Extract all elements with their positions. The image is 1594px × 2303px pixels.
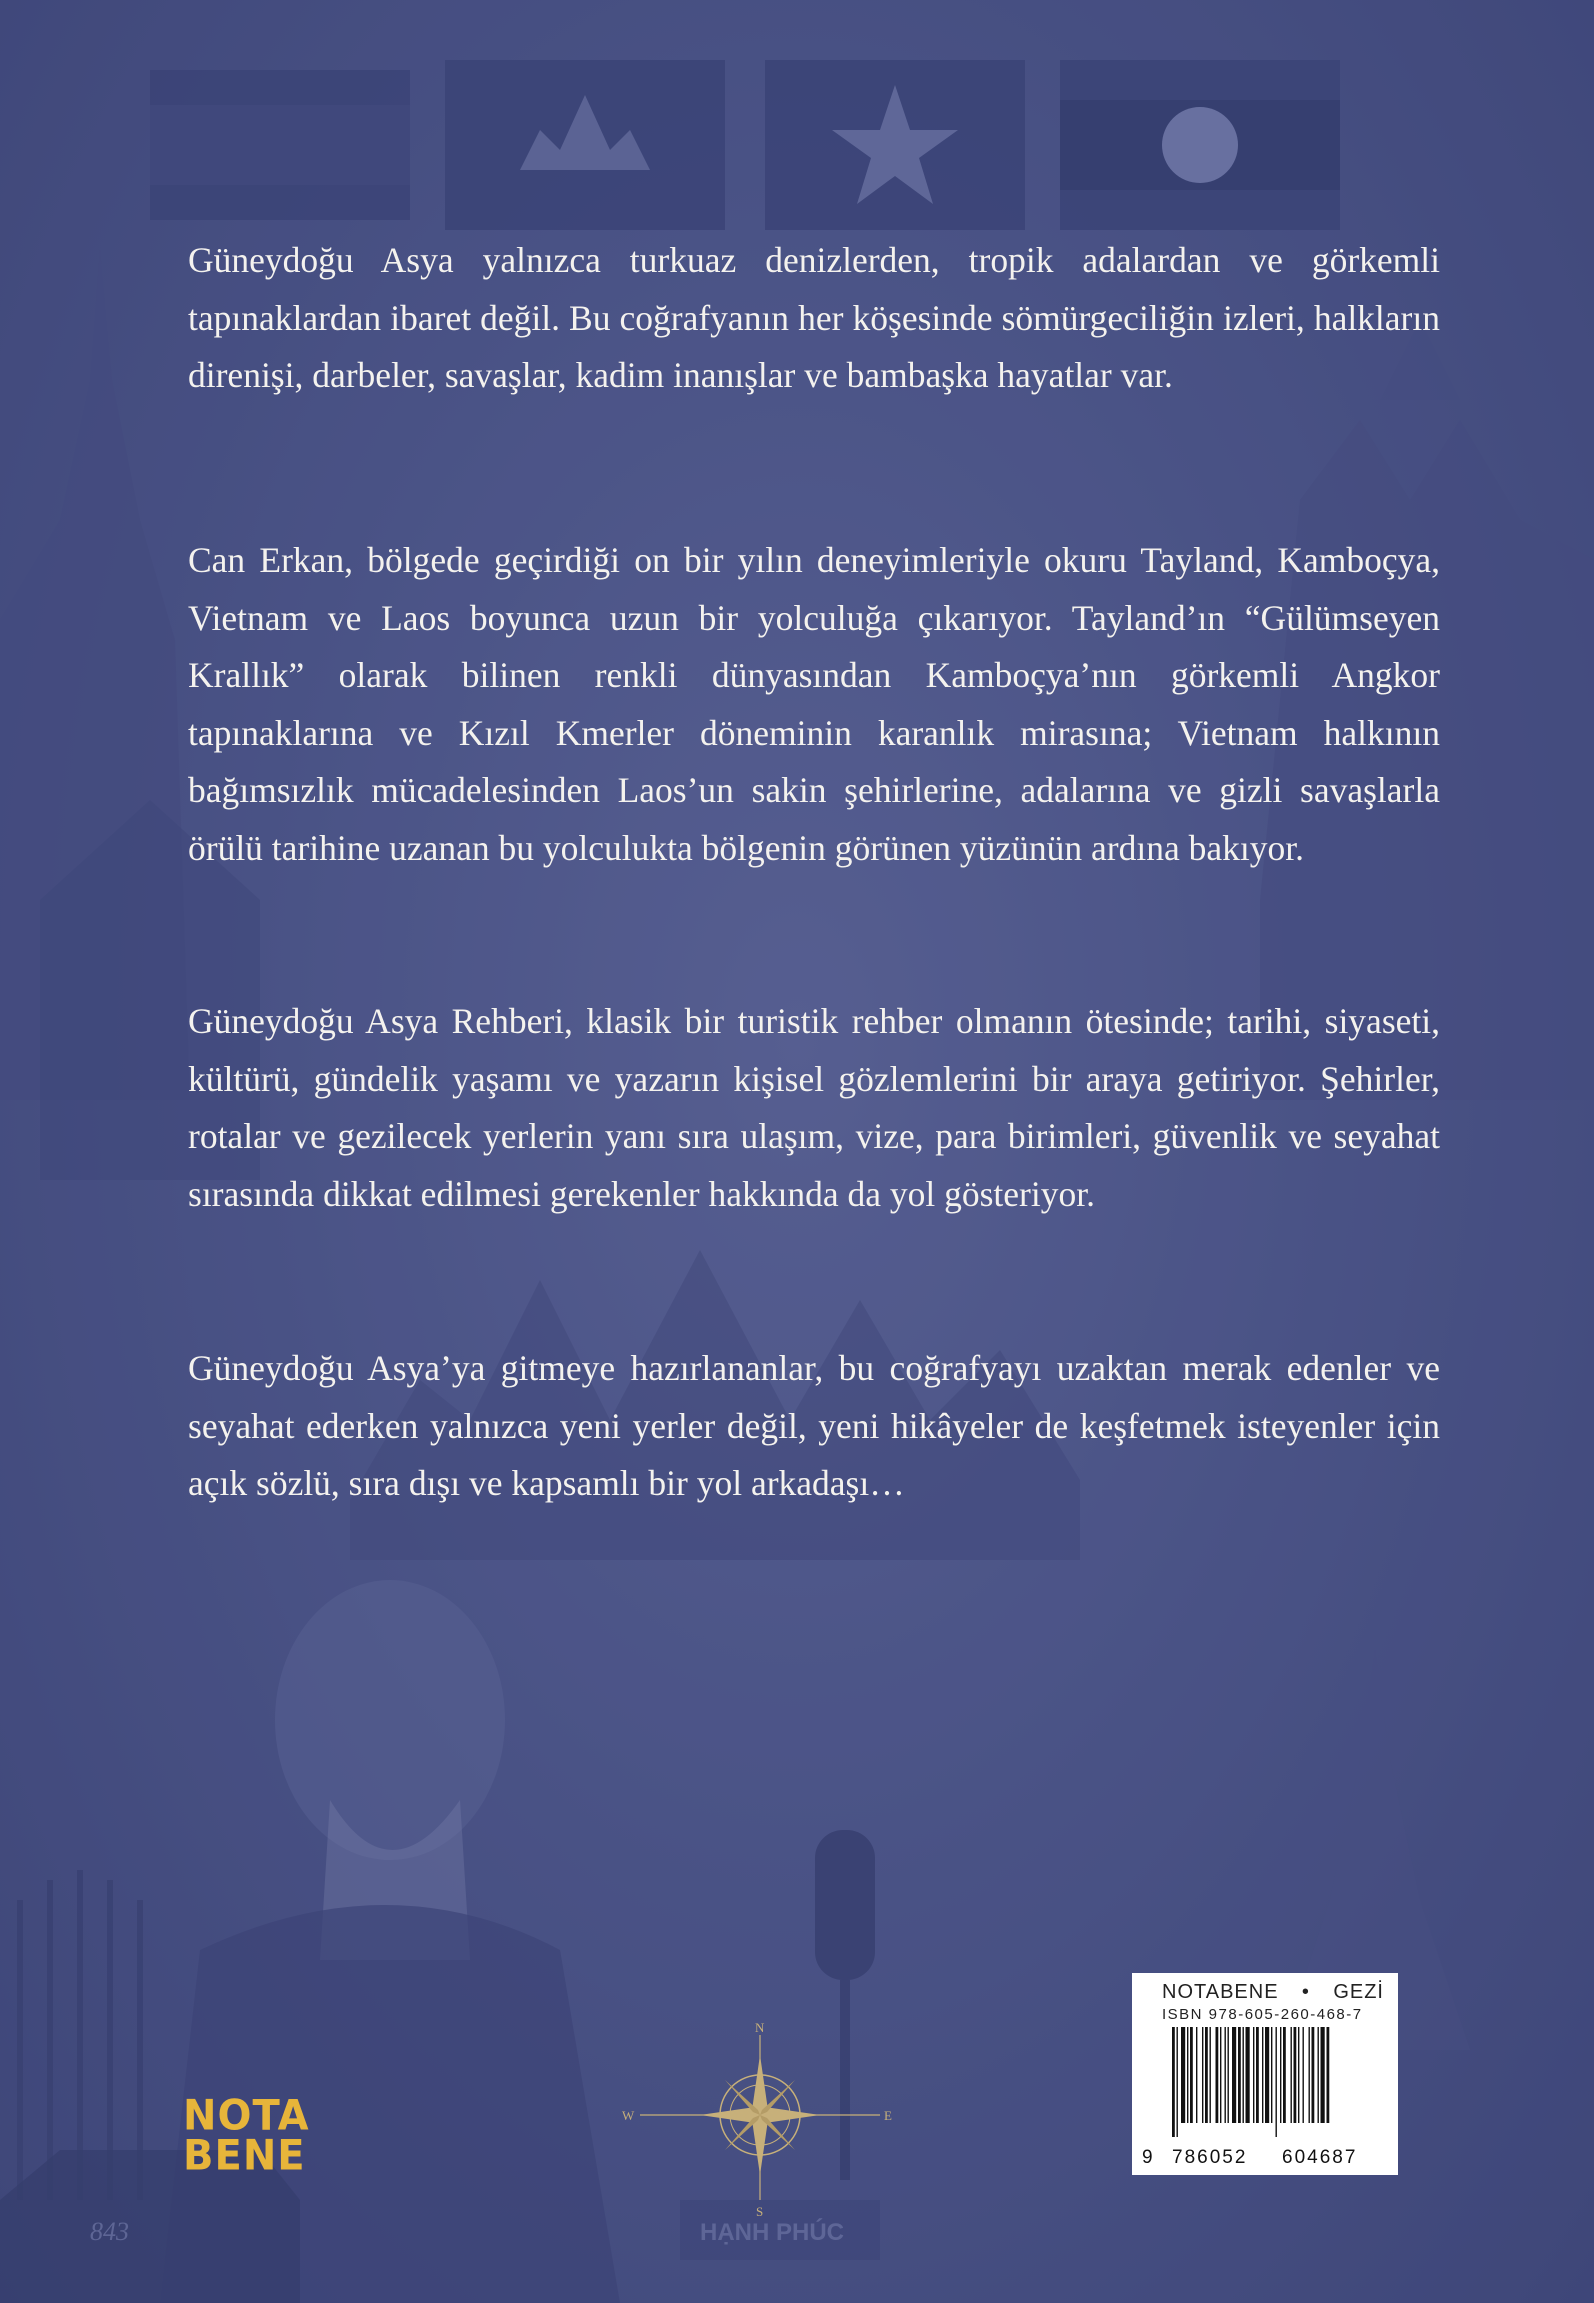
barcode-bar bbox=[1294, 2027, 1297, 2123]
blurb-paragraph-1: Güneydoğu Asya yalnızca turkuaz denizlerden, tropik adalardan ve görkemli tapınaklardan ibaret değil. Bu coğrafyanın her köşesinde sömürgeciliğin izleri, halkların direnişi, darbeler, savaşlar, kadim inanışlar ve bambaşka hayatlar var. bbox=[188, 240, 1440, 395]
banner-text: HẠNH PHÚC bbox=[700, 2219, 844, 2246]
barcode-digits-right: 604687 bbox=[1282, 2147, 1358, 2168]
barcode-box bbox=[1132, 1973, 1398, 2175]
compass-west-label: W bbox=[622, 2108, 635, 2123]
tank-number: 843 bbox=[90, 2217, 129, 2246]
barcode-bar bbox=[1321, 2027, 1325, 2123]
barcode-bar bbox=[1196, 2027, 1197, 2123]
isbn-text: ISBN 978-605-260-468-7 bbox=[1162, 2006, 1363, 2023]
barcode-bar bbox=[1243, 2027, 1244, 2123]
blurb-paragraph-2: Can Erkan, bölgede geçirdiği on bir yılın deneyimleriyle okuru Tayland, Kamboçya, Vietnam ve Laos boyunca uzun bir yolculuğa çıkarıyor. Tayland’ın “Gülümseyen Krallık” olarak bilinen renkli dünyasından Kamboçya’nın görkemli Angkor tapınaklarına ve Kızıl Kmerler döneminin karanlık mirasına; Vietnam halkının bağımsızlık mücadelesinden Laos’un sakin şehirlerine, adalarına ve gizli savaşlarla örülü tarihine uzanan bu yolculukta bölgenin görünen yüzünün ardına bakıyor. bbox=[188, 540, 1440, 868]
barcode-bar bbox=[1276, 2027, 1277, 2137]
barcode-bar bbox=[1181, 2027, 1185, 2123]
barcode-bar bbox=[1271, 2027, 1272, 2123]
barcode-digit-first: 9 bbox=[1142, 2147, 1153, 2168]
barcode-bullet: • bbox=[1301, 1981, 1310, 2003]
publisher-logo-line2: BENE bbox=[183, 2131, 306, 2180]
barcode-bar bbox=[1303, 2027, 1304, 2123]
barcode-bar bbox=[1232, 2027, 1236, 2123]
barcode-header bbox=[1162, 1981, 1388, 2004]
publisher-logo bbox=[183, 2091, 310, 2180]
compass-north-label: N bbox=[755, 2020, 765, 2035]
barcode-bar bbox=[1172, 2027, 1175, 2137]
barcode-bar bbox=[1220, 2027, 1221, 2123]
barcode-bar bbox=[1253, 2027, 1254, 2123]
barcode-bar bbox=[1225, 2027, 1226, 2123]
barcode-bar bbox=[1318, 2027, 1319, 2123]
barcode-bar bbox=[1291, 2027, 1292, 2123]
barcode-bar bbox=[1262, 2027, 1263, 2123]
barcode-bar bbox=[1246, 2027, 1250, 2123]
barcode-bar bbox=[1228, 2027, 1229, 2123]
blurb-paragraph-3: Güneydoğu Asya Rehberi, klasik bir turistik rehber olmanın ötesinde; tarihi, siyaseti, kültürü, gündelik yaşamı ve yazarın kişisel gözlemlerini bir araya getiriyor. Şehirler, rotalar ve gezilecek yerlerin yanı sıra ulaşım, vize, para birimleri, güvenlik ve seyahat sırasında dikkat edilmesi gerekenler hakkında da yol gösteriyor. bbox=[188, 1001, 1440, 1214]
barcode-bar bbox=[1216, 2027, 1219, 2123]
barcode-digits-left: 786052 bbox=[1172, 2147, 1248, 2168]
barcode-bar bbox=[1177, 2027, 1178, 2137]
barcode-bar bbox=[1280, 2027, 1281, 2123]
barcode-bar bbox=[1309, 2027, 1310, 2123]
barcode-bar bbox=[1265, 2027, 1269, 2123]
publisher-logo-line1: NOTA bbox=[183, 2091, 310, 2141]
barcode-bar bbox=[1205, 2027, 1208, 2123]
barcode-bar bbox=[1256, 2027, 1259, 2123]
barcode-bars bbox=[1162, 2027, 1388, 2137]
barcode-bar bbox=[1312, 2027, 1315, 2123]
barcode-series: GEZİ bbox=[1333, 1981, 1384, 2003]
barcode-publisher: NOTABENE bbox=[1162, 1981, 1279, 2003]
barcode-bar bbox=[1187, 2027, 1188, 2123]
barcode-bar bbox=[1210, 2027, 1211, 2123]
barcode-bar bbox=[1202, 2027, 1203, 2123]
barcode-bar bbox=[1327, 2027, 1330, 2123]
compass-rose-icon bbox=[620, 2020, 900, 2220]
barcode-bar bbox=[1190, 2027, 1193, 2123]
barcode-bar bbox=[1298, 2027, 1299, 2123]
barcode-bar bbox=[1238, 2027, 1241, 2123]
compass-east-label: E bbox=[884, 2108, 892, 2123]
barcode-bar bbox=[1283, 2027, 1286, 2123]
compass-south-label: S bbox=[756, 2204, 764, 2219]
blurb-paragraph-4: Güneydoğu Asya’ya gitmeye hazırlananlar, bu coğrafyayı uzaktan merak edenler ve seyahat ederken yalnızca yeni yerler değil, yeni hikâyeler de keşfetmek isteyenler için açık sözlü, sıra dışı ve kapsamlı bir yol arkadaşı… bbox=[188, 1348, 1440, 1503]
